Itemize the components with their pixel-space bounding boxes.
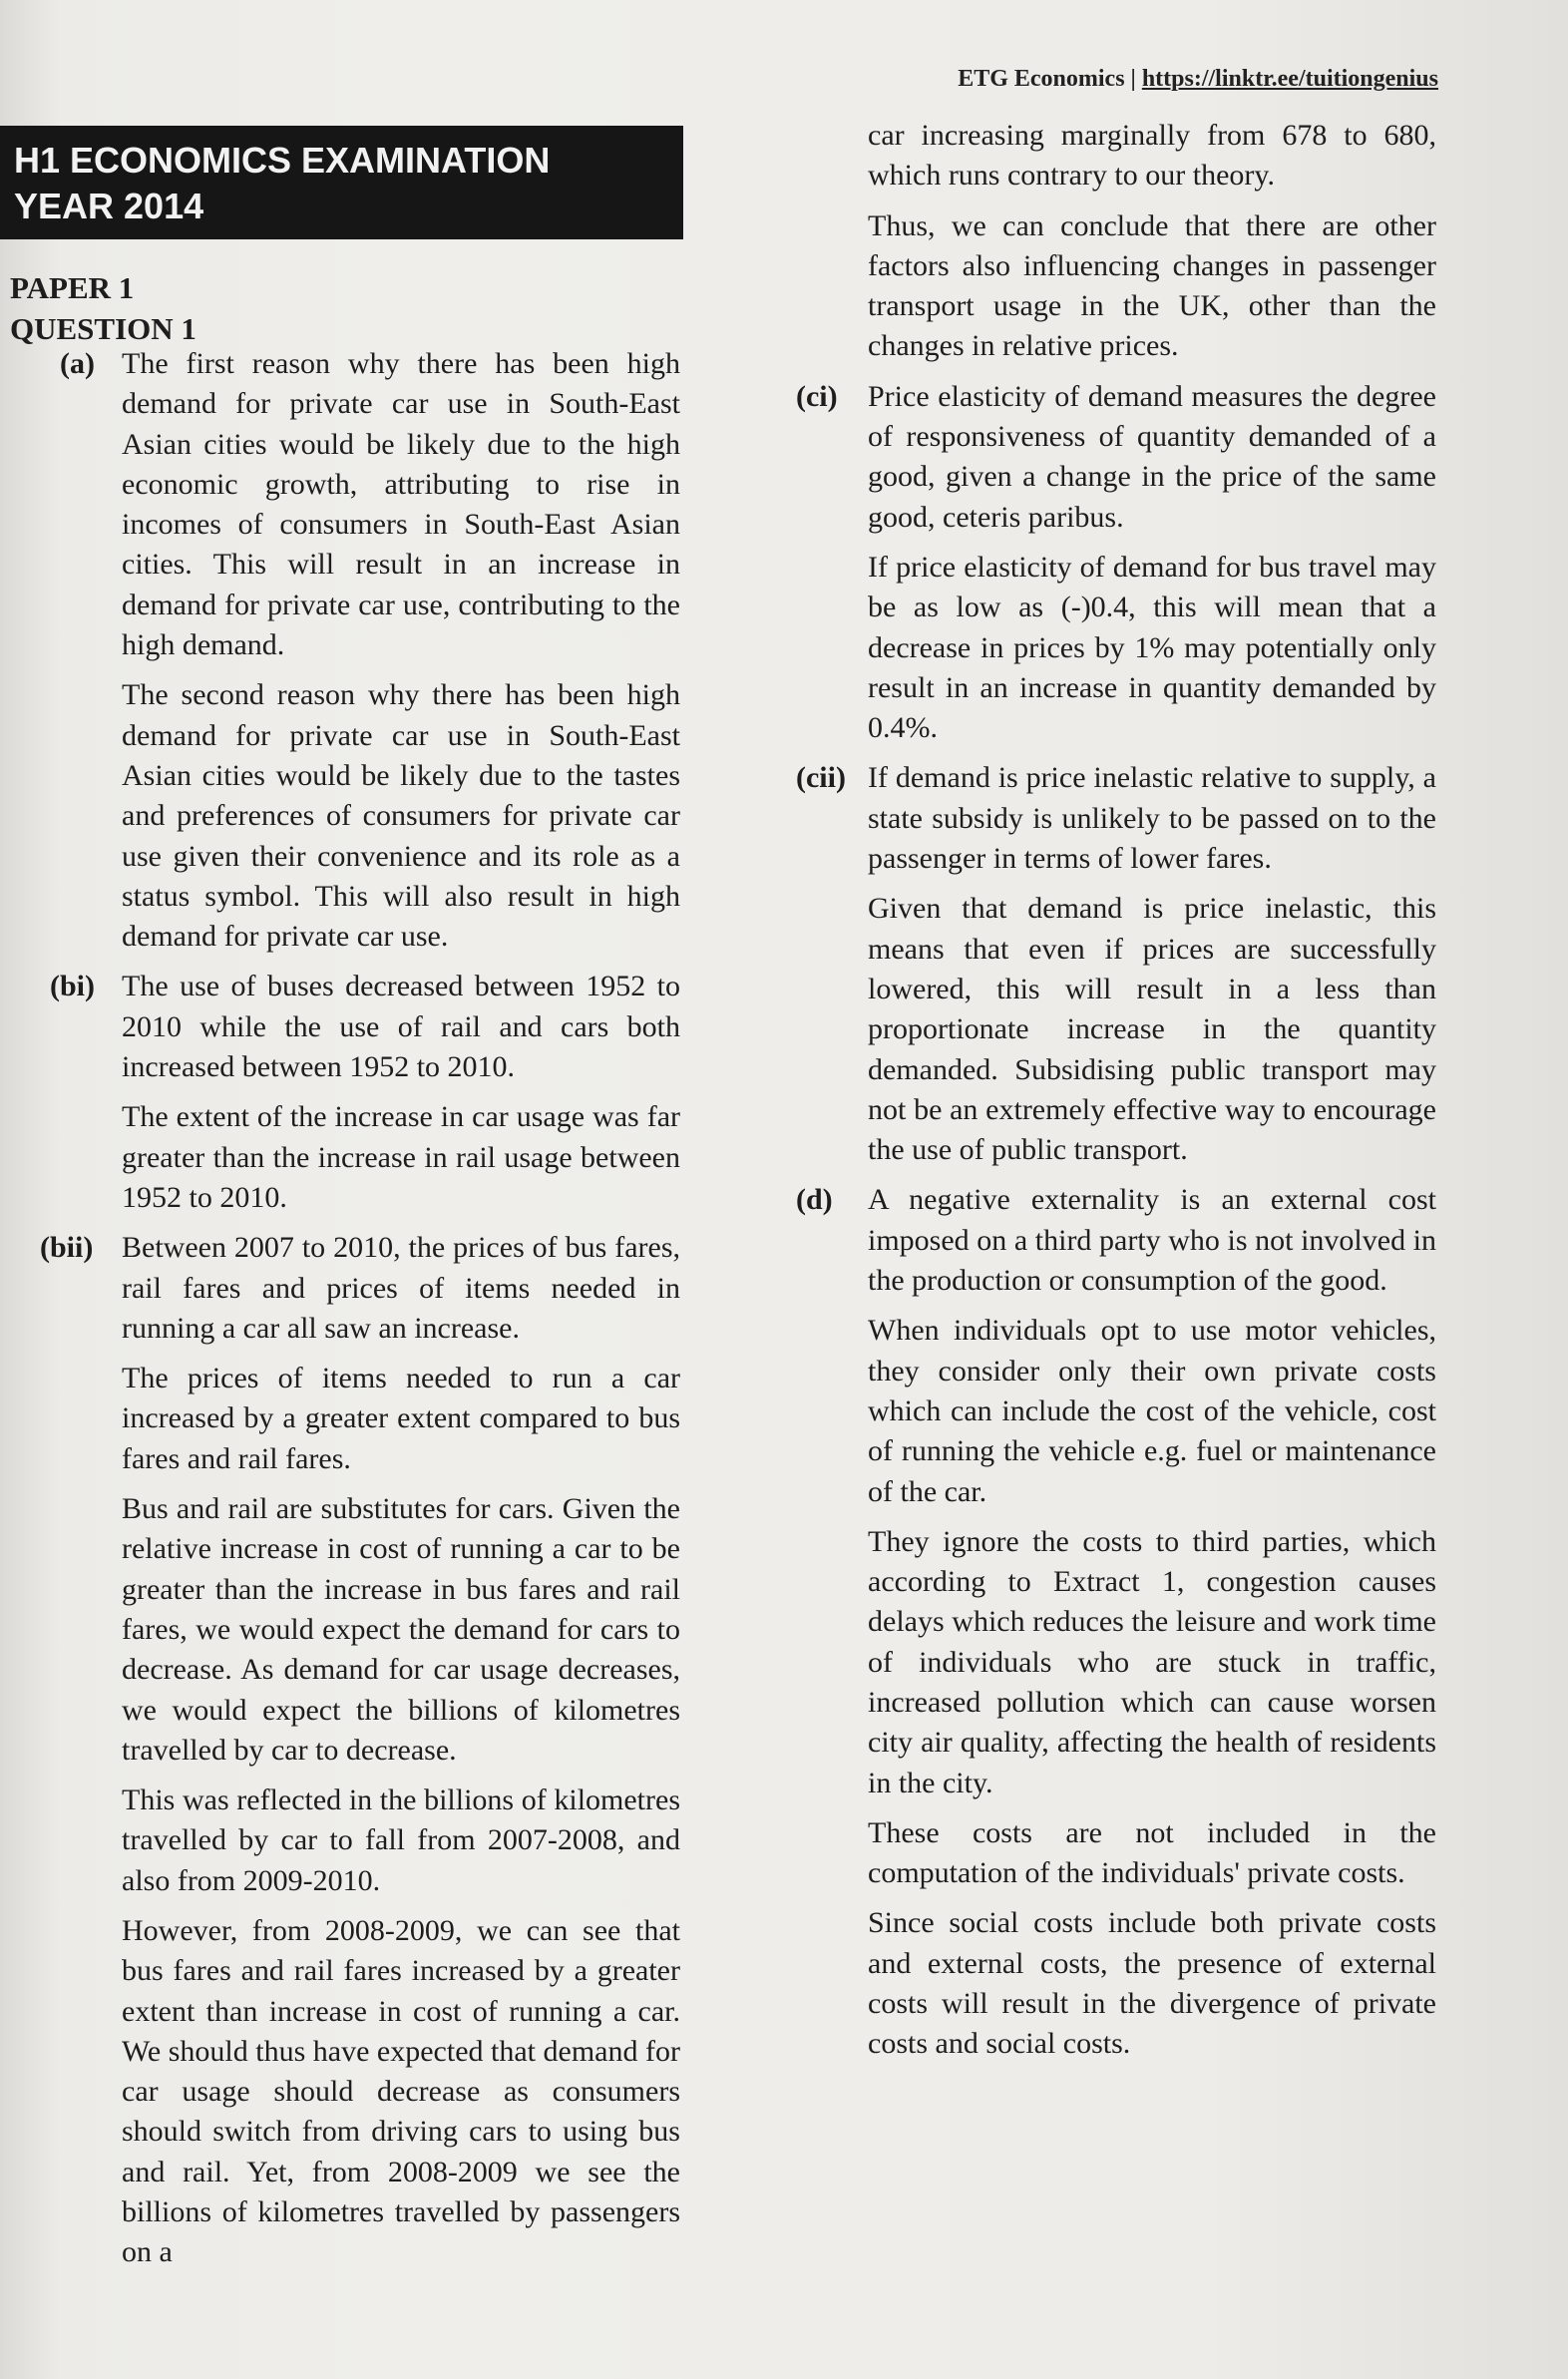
answer-bii-continued-paragraph-2: Thus, we can conclude that there are other factors also influencing changes in passenger transport usage in the UK, other than the changes in relative prices. [868, 208, 1436, 363]
answer-bii-paragraph-1: Between 2007 to 2010, the prices of bus fares, rail fares and prices of items needed in running a car all saw an increase. [122, 1231, 680, 1345]
answer-bii-paragraph-3: Bus and rail are substitutes for cars. Given the relative increase in cost of running a car to be greater than the increase in bus fares and rail fares, we would expect the demand for cars to decrease. As demand for car usage decreases, we would expect the billions of kilometres travelled by car to decrease. [122, 1492, 680, 1767]
right-column [796, 116, 1436, 2075]
answer-bi-paragraph-1: The use of buses decreased between 1952 to 2010 while the use of rail and cars both increased between 1952 to 2010. [122, 970, 680, 1084]
answer-bii-continued-paragraph-1: car increasing marginally from 678 to 680, which runs contrary to our theory. [868, 119, 1436, 193]
left-column [10, 344, 680, 2283]
answer-ci-paragraph-2: If price elasticity of demand for bus travel may be as low as (-)0.4, this will mean that a decrease in prices by 1% may potentially only result in an increase in quantity demanded by 0.4%. [868, 550, 1436, 745]
answer-a-label: (a) [60, 347, 95, 380]
answer-bii-paragraph-4: This was reflected in the billions of kilometres travelled by car to fall from 2007-2008, and also from 2009-2010. [122, 1784, 680, 1897]
answer-bi-label: (bi) [50, 970, 95, 1003]
question-label: QUESTION 1 [10, 311, 196, 346]
answer-bii-label: (bii) [40, 1231, 94, 1265]
answer-d-paragraph-4: These costs are not included in the computation of the individuals' private costs. [868, 1815, 1436, 1890]
answer-cii-paragraph-2: Given that demand is price inelastic, this means that even if prices are successfully lowered, this will result in a less than proportionate increase in the quantity demanded. Subsidising public transport may not be an extremely effective way to encourage the use of public transport. [868, 892, 1436, 1167]
answer-d-paragraph-2: When individuals opt to use motor vehicles, they consider only their own private costs which can include the cost of the vehicle, cost of running the vehicle e.g. fuel or maintenance of the car. [868, 1314, 1436, 1508]
answer-d-paragraph-5: Since social costs include both private costs and external costs, the presence of external costs will result in the divergence of private costs and social costs. [868, 1906, 1436, 2061]
exam-title-banner [0, 126, 683, 239]
answer-d-paragraph-1: A negative externality is an external cost imposed on a third party who is not involved in the production or consumption of the good. [868, 1183, 1436, 1298]
answer-a-paragraph-1: The first reason why there has been high demand for private car use in South-East Asian cities would be likely due to the high economic growth, attributing to rise in incomes of consumers in South-East Asian cities. This will result in an increase in demand for private car use, contributing to the high demand. [122, 347, 680, 662]
answer-cii-label: (cii) [796, 761, 846, 795]
answer-ci [796, 377, 1436, 749]
answer-bii-paragraph-5: However, from 2008-2009, we can see that bus fares and rail fares increased by a greater extent than increase in cost of running a car. We should thus have expected that demand for car usage should decrease as consumers should switch from driving cars to using bus and rail. Yet, from 2008-2009 we see the billions of kilometres travelled by passengers on a [122, 1913, 680, 2269]
answer-ci-label: (ci) [796, 379, 838, 413]
exam-title-line1: H1 ECONOMICS EXAMINATION [14, 140, 551, 181]
answer-bii-continued [796, 116, 1436, 367]
answer-bii [10, 1228, 680, 2272]
answer-bi [10, 967, 680, 1218]
answer-d [796, 1180, 1436, 2064]
header-source: ETG Economics | [958, 66, 1142, 92]
answer-d-label: (d) [796, 1183, 833, 1217]
answer-bi-paragraph-2: The extent of the increase in car usage was far greater than the increase in rail usage between 1952 to 2010. [122, 1100, 680, 1214]
answer-a [10, 344, 680, 957]
page-header [958, 66, 1438, 93]
answer-cii-paragraph-1: If demand is price inelastic relative to supply, a state subsidy is unlikely to be passed on to the passenger in terms of lower fares. [868, 761, 1436, 876]
answer-d-paragraph-3: They ignore the costs to third parties, which according to Extract 1, congestion causes delays which reduces the leisure and work time of individuals who are stuck in traffic, increased pollution which can cause worsen city air quality, affecting the health of residents in the city. [868, 1524, 1436, 1799]
answer-bii-paragraph-2: The prices of items needed to run a car increased by a greater extent compared to bus fares and rail fares. [122, 1362, 680, 1475]
exam-title-line2: YEAR 2014 [14, 186, 204, 226]
paper-heading [10, 267, 196, 349]
answer-a-paragraph-2: The second reason why there has been high demand for private car use in South-East Asian cities would be likely due to the tastes and preferences of consumers for private car use given their convenience and its role as a status symbol. This will also result in high demand for private car use. [122, 678, 680, 954]
header-link[interactable]: https://linktr.ee/tuitiongenius [1141, 66, 1438, 92]
answer-ci-paragraph-1: Price elasticity of demand measures the degree of responsiveness of quantity demanded of a good, given a change in the price of the same good, ceteris paribus. [868, 379, 1436, 534]
paper-label: PAPER 1 [10, 270, 135, 305]
answer-cii [796, 758, 1436, 1170]
